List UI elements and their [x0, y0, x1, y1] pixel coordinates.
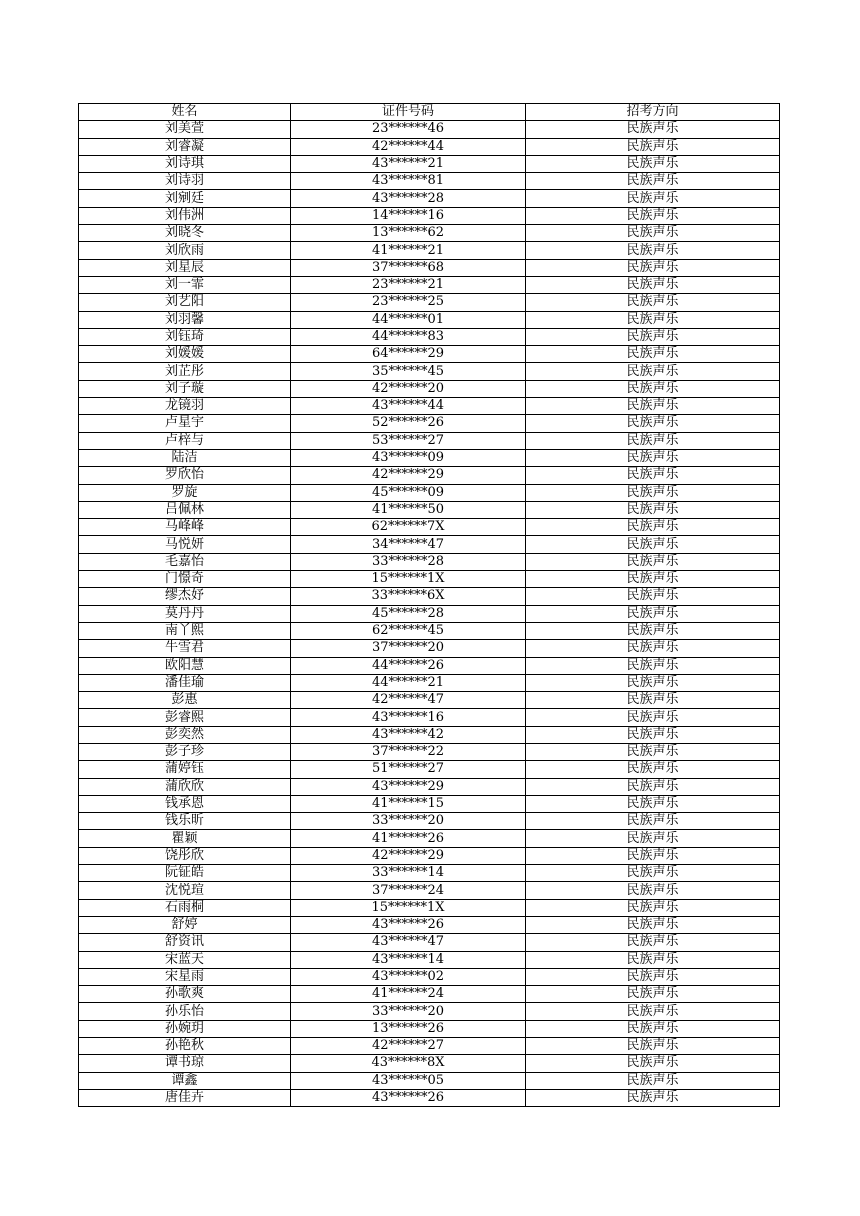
- table-row: [79, 778, 780, 795]
- cell-id-number: 23******21: [291, 276, 526, 293]
- table-row: [79, 519, 780, 536]
- cell-direction: 民族声乐: [526, 398, 780, 415]
- cell-name: 龙镜羽: [79, 398, 291, 415]
- table-row: [79, 155, 780, 172]
- cell-id-number: 41******21: [291, 242, 526, 259]
- cell-direction: 民族声乐: [526, 622, 780, 639]
- cell-id-number: 42******29: [291, 847, 526, 864]
- cell-id-number: 43******05: [291, 1072, 526, 1089]
- table-row: [79, 674, 780, 691]
- cell-id-number: 42******20: [291, 380, 526, 397]
- cell-direction: 民族声乐: [526, 1003, 780, 1020]
- cell-id-number: 23******25: [291, 294, 526, 311]
- table-row: [79, 1089, 780, 1106]
- cell-direction: 民族声乐: [526, 242, 780, 259]
- cell-name: 卢梓与: [79, 432, 291, 449]
- cell-direction: 民族声乐: [526, 640, 780, 657]
- cell-id-number: 45******28: [291, 605, 526, 622]
- cell-name: 欧阳慧: [79, 657, 291, 674]
- cell-direction: 民族声乐: [526, 173, 780, 190]
- table-row: [79, 622, 780, 639]
- cell-direction: 民族声乐: [526, 571, 780, 588]
- cell-name: 孙歌爽: [79, 986, 291, 1003]
- cell-id-number: 33******28: [291, 553, 526, 570]
- cell-direction: 民族声乐: [526, 415, 780, 432]
- cell-id-number: 44******21: [291, 674, 526, 691]
- cell-direction: 民族声乐: [526, 467, 780, 484]
- cell-direction: 民族声乐: [526, 847, 780, 864]
- cell-id-number: 43******47: [291, 934, 526, 951]
- table-row: [79, 190, 780, 207]
- cell-id-number: 43******29: [291, 778, 526, 795]
- cell-id-number: 33******14: [291, 865, 526, 882]
- cell-direction: 民族声乐: [526, 743, 780, 760]
- cell-id-number: 45******09: [291, 484, 526, 501]
- cell-name: 刘睿凝: [79, 138, 291, 155]
- cell-id-number: 43******42: [291, 726, 526, 743]
- table-row: [79, 449, 780, 466]
- cell-name: 宋蓝天: [79, 951, 291, 968]
- cell-name: 刘子璇: [79, 380, 291, 397]
- cell-name: 刘美萱: [79, 121, 291, 138]
- cell-direction: 民族声乐: [526, 449, 780, 466]
- cell-name: 卢星宇: [79, 415, 291, 432]
- cell-direction: 民族声乐: [526, 986, 780, 1003]
- table-row: [79, 553, 780, 570]
- header-row: [79, 104, 780, 121]
- cell-direction: 民族声乐: [526, 276, 780, 293]
- cell-direction: 民族声乐: [526, 432, 780, 449]
- cell-direction: 民族声乐: [526, 1089, 780, 1106]
- cell-id-number: 43******09: [291, 449, 526, 466]
- table-row: [79, 432, 780, 449]
- table-row: [79, 847, 780, 864]
- cell-name: 石雨桐: [79, 899, 291, 916]
- cell-name: 刘伟洲: [79, 207, 291, 224]
- cell-direction: 民族声乐: [526, 934, 780, 951]
- cell-id-number: 43******26: [291, 1089, 526, 1106]
- cell-id-number: 53******27: [291, 432, 526, 449]
- cell-id-number: 43******16: [291, 709, 526, 726]
- cell-name: 刘芷彤: [79, 363, 291, 380]
- table-row: [79, 934, 780, 951]
- table-row: [79, 830, 780, 847]
- cell-id-number: 43******44: [291, 398, 526, 415]
- cell-id-number: 34******47: [291, 536, 526, 553]
- cell-id-number: 43******28: [291, 190, 526, 207]
- table-row: [79, 294, 780, 311]
- cell-name: 舒资讯: [79, 934, 291, 951]
- table-row: [79, 259, 780, 276]
- table-row: [79, 501, 780, 518]
- cell-direction: 民族声乐: [526, 207, 780, 224]
- cell-name: 刘诗琪: [79, 155, 291, 172]
- cell-id-number: 37******68: [291, 259, 526, 276]
- table-row: [79, 761, 780, 778]
- cell-name: 彭奕然: [79, 726, 291, 743]
- table-row: [79, 882, 780, 899]
- cell-direction: 民族声乐: [526, 1038, 780, 1055]
- table-row: [79, 415, 780, 432]
- candidate-sheet: [78, 103, 779, 1107]
- cell-direction: 民族声乐: [526, 657, 780, 674]
- cell-direction: 民族声乐: [526, 882, 780, 899]
- cell-id-number: 15******1X: [291, 571, 526, 588]
- table-row: [79, 968, 780, 985]
- table-body: [79, 121, 780, 1107]
- cell-name: 饶彤欣: [79, 847, 291, 864]
- cell-id-number: 41******24: [291, 986, 526, 1003]
- cell-id-number: 23******46: [291, 121, 526, 138]
- cell-name: 谭书琼: [79, 1055, 291, 1072]
- cell-direction: 民族声乐: [526, 519, 780, 536]
- cell-direction: 民族声乐: [526, 865, 780, 882]
- cell-name: 刘星辰: [79, 259, 291, 276]
- cell-name: 刘欣雨: [79, 242, 291, 259]
- cell-id-number: 37******20: [291, 640, 526, 657]
- cell-id-number: 43******8X: [291, 1055, 526, 1072]
- cell-id-number: 14******16: [291, 207, 526, 224]
- cell-direction: 民族声乐: [526, 121, 780, 138]
- cell-id-number: 44******83: [291, 328, 526, 345]
- cell-name: 刘钰琦: [79, 328, 291, 345]
- cell-name: 阮钲皓: [79, 865, 291, 882]
- cell-name: 蒲欣欣: [79, 778, 291, 795]
- cell-name: 蒲婷钰: [79, 761, 291, 778]
- cell-name: 刘艺阳: [79, 294, 291, 311]
- cell-direction: 民族声乐: [526, 951, 780, 968]
- cell-id-number: 43******02: [291, 968, 526, 985]
- cell-id-number: 33******20: [291, 1003, 526, 1020]
- table-row: [79, 743, 780, 760]
- cell-id-number: 37******22: [291, 743, 526, 760]
- cell-direction: 民族声乐: [526, 346, 780, 363]
- cell-name: 马悦妍: [79, 536, 291, 553]
- table-row: [79, 916, 780, 933]
- table-row: [79, 588, 780, 605]
- table-row: [79, 865, 780, 882]
- cell-name: 钱乐昕: [79, 813, 291, 830]
- cell-name: 牛雪君: [79, 640, 291, 657]
- table-row: [79, 605, 780, 622]
- cell-direction: 民族声乐: [526, 138, 780, 155]
- cell-direction: 民族声乐: [526, 225, 780, 242]
- cell-direction: 民族声乐: [526, 311, 780, 328]
- table-row: [79, 536, 780, 553]
- header-id-number: 证件号码: [291, 104, 526, 121]
- cell-direction: 民族声乐: [526, 553, 780, 570]
- table-row: [79, 346, 780, 363]
- cell-direction: 民族声乐: [526, 968, 780, 985]
- cell-name: 孙婉玥: [79, 1020, 291, 1037]
- cell-id-number: 35******45: [291, 363, 526, 380]
- table-row: [79, 225, 780, 242]
- cell-name: 罗旋: [79, 484, 291, 501]
- cell-id-number: 13******62: [291, 225, 526, 242]
- cell-id-number: 43******14: [291, 951, 526, 968]
- cell-name: 刘羽馨: [79, 311, 291, 328]
- cell-name: 毛嘉怡: [79, 553, 291, 570]
- cell-direction: 民族声乐: [526, 155, 780, 172]
- cell-name: 刘一霏: [79, 276, 291, 293]
- cell-id-number: 44******26: [291, 657, 526, 674]
- table-row: [79, 1055, 780, 1072]
- cell-direction: 民族声乐: [526, 605, 780, 622]
- cell-direction: 民族声乐: [526, 294, 780, 311]
- cell-name: 刘剜廷: [79, 190, 291, 207]
- cell-name: 刘晓冬: [79, 225, 291, 242]
- table-row: [79, 121, 780, 138]
- cell-id-number: 37******24: [291, 882, 526, 899]
- cell-id-number: 41******15: [291, 795, 526, 812]
- table-row: [79, 484, 780, 501]
- cell-id-number: 52******26: [291, 415, 526, 432]
- cell-id-number: 62******7X: [291, 519, 526, 536]
- table-row: [79, 1003, 780, 1020]
- cell-direction: 民族声乐: [526, 380, 780, 397]
- cell-name: 谭鑫: [79, 1072, 291, 1089]
- table-row: [79, 899, 780, 916]
- cell-direction: 民族声乐: [526, 190, 780, 207]
- cell-name: 沈悦瑄: [79, 882, 291, 899]
- cell-id-number: 42******44: [291, 138, 526, 155]
- cell-name: 莫丹丹: [79, 605, 291, 622]
- cell-name: 吕佩林: [79, 501, 291, 518]
- cell-id-number: 43******81: [291, 173, 526, 190]
- table-row: [79, 311, 780, 328]
- table-row: [79, 173, 780, 190]
- cell-name: 马峰峰: [79, 519, 291, 536]
- cell-direction: 民族声乐: [526, 916, 780, 933]
- table-row: [79, 380, 780, 397]
- cell-id-number: 33******6X: [291, 588, 526, 605]
- cell-id-number: 42******27: [291, 1038, 526, 1055]
- table-row: [79, 242, 780, 259]
- cell-direction: 民族声乐: [526, 674, 780, 691]
- cell-direction: 民族声乐: [526, 795, 780, 812]
- table-row: [79, 795, 780, 812]
- table-row: [79, 138, 780, 155]
- cell-name: 孙艳秋: [79, 1038, 291, 1055]
- cell-direction: 民族声乐: [526, 259, 780, 276]
- cell-name: 彭睿熙: [79, 709, 291, 726]
- cell-name: 彭子珍: [79, 743, 291, 760]
- table-row: [79, 363, 780, 380]
- cell-name: 刘诗羽: [79, 173, 291, 190]
- table-row: [79, 1038, 780, 1055]
- cell-name: 唐佳卉: [79, 1089, 291, 1106]
- cell-name: 潘佳瑜: [79, 674, 291, 691]
- cell-direction: 民族声乐: [526, 778, 780, 795]
- table-row: [79, 207, 780, 224]
- cell-direction: 民族声乐: [526, 1072, 780, 1089]
- cell-direction: 民族声乐: [526, 830, 780, 847]
- candidate-table: [78, 103, 780, 1107]
- cell-name: 钱承恩: [79, 795, 291, 812]
- cell-name: 南丫熙: [79, 622, 291, 639]
- cell-direction: 民族声乐: [526, 588, 780, 605]
- cell-name: 瞿颖: [79, 830, 291, 847]
- cell-id-number: 41******26: [291, 830, 526, 847]
- cell-direction: 民族声乐: [526, 813, 780, 830]
- cell-id-number: 13******26: [291, 1020, 526, 1037]
- table-row: [79, 571, 780, 588]
- table-row: [79, 692, 780, 709]
- table-row: [79, 709, 780, 726]
- table-row: [79, 328, 780, 345]
- table-row: [79, 276, 780, 293]
- cell-id-number: 62******45: [291, 622, 526, 639]
- cell-name: 门憬奇: [79, 571, 291, 588]
- table-row: [79, 640, 780, 657]
- table-row: [79, 657, 780, 674]
- table-row: [79, 1072, 780, 1089]
- cell-direction: 民族声乐: [526, 328, 780, 345]
- cell-name: 彭惠: [79, 692, 291, 709]
- cell-name: 缪杰妤: [79, 588, 291, 605]
- cell-name: 罗欣怡: [79, 467, 291, 484]
- cell-name: 舒婷: [79, 916, 291, 933]
- cell-direction: 民族声乐: [526, 761, 780, 778]
- table-row: [79, 398, 780, 415]
- table-row: [79, 726, 780, 743]
- cell-direction: 民族声乐: [526, 1020, 780, 1037]
- cell-direction: 民族声乐: [526, 536, 780, 553]
- cell-id-number: 43******26: [291, 916, 526, 933]
- cell-name: 孙乐怡: [79, 1003, 291, 1020]
- cell-id-number: 15******1X: [291, 899, 526, 916]
- cell-name: 宋星雨: [79, 968, 291, 985]
- cell-direction: 民族声乐: [526, 709, 780, 726]
- cell-name: 刘媛媛: [79, 346, 291, 363]
- cell-id-number: 51******27: [291, 761, 526, 778]
- table-row: [79, 467, 780, 484]
- cell-id-number: 42******47: [291, 692, 526, 709]
- cell-id-number: 33******20: [291, 813, 526, 830]
- cell-id-number: 44******01: [291, 311, 526, 328]
- cell-id-number: 64******29: [291, 346, 526, 363]
- cell-direction: 民族声乐: [526, 692, 780, 709]
- cell-id-number: 42******29: [291, 467, 526, 484]
- table-row: [79, 1020, 780, 1037]
- cell-direction: 民族声乐: [526, 726, 780, 743]
- cell-id-number: 43******21: [291, 155, 526, 172]
- cell-direction: 民族声乐: [526, 484, 780, 501]
- header-name: 姓名: [79, 104, 291, 121]
- cell-direction: 民族声乐: [526, 1055, 780, 1072]
- cell-name: 陆洁: [79, 449, 291, 466]
- header-direction: 招考方向: [526, 104, 780, 121]
- table-row: [79, 813, 780, 830]
- table-row: [79, 951, 780, 968]
- cell-direction: 民族声乐: [526, 899, 780, 916]
- cell-direction: 民族声乐: [526, 501, 780, 518]
- cell-id-number: 41******50: [291, 501, 526, 518]
- cell-direction: 民族声乐: [526, 363, 780, 380]
- table-row: [79, 986, 780, 1003]
